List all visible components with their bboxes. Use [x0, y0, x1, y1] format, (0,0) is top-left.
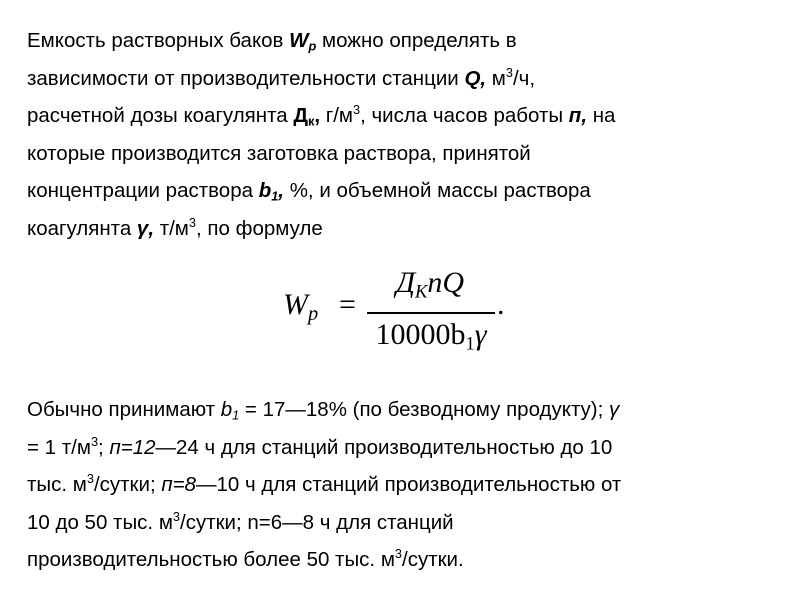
typical-values-paragraph: [27, 391, 787, 579]
variable-w: W: [289, 29, 309, 52]
superscript: 3: [353, 102, 361, 118]
text-run: Обычно принимают: [27, 398, 221, 421]
text-run: т/м: [154, 216, 189, 240]
text-run: расчетной дозы коагулянта: [27, 104, 294, 127]
formula-equals: =: [339, 288, 356, 321]
subscript-1: 1: [232, 407, 240, 423]
text-run: г/м: [320, 104, 354, 127]
text-run: —24 ч для станций производительностью до 10: [155, 435, 613, 459]
variable-gamma: γ,: [136, 216, 155, 240]
text-line: [27, 466, 787, 504]
superscript: 3: [172, 508, 180, 524]
formula-numerator: $Д_КnQ$: [395, 266, 465, 303]
text-line: [27, 172, 787, 210]
text-run: концентрации раствора: [27, 179, 259, 202]
intro-paragraph: [27, 22, 787, 247]
variable-q: Q,: [464, 66, 487, 90]
text-run: , по формуле: [195, 216, 323, 240]
text-run: %, и объемной массы раствора: [284, 179, 591, 202]
formula-period: .: [497, 288, 505, 321]
text-run: коагулянта: [27, 216, 137, 240]
text-run: = 17—18% (по безводному продукту);: [239, 398, 610, 421]
text-run: , числа часов работы: [360, 104, 569, 127]
subscript-p: p: [308, 38, 317, 54]
text-run: ;: [98, 435, 110, 459]
text-run: на: [587, 104, 616, 127]
variable-gamma: γ: [609, 398, 620, 421]
text-run: Емкость растворных баков: [27, 29, 290, 52]
text-run: ,: [278, 179, 284, 202]
variable-dk: Д: [293, 104, 308, 127]
text-line: [27, 210, 787, 248]
text-line: [27, 391, 787, 429]
text-run: м: [486, 66, 506, 90]
text-run: ,: [314, 104, 321, 127]
variable-b1: b: [258, 179, 272, 202]
text-line: [27, 429, 787, 467]
formula: [283, 266, 523, 362]
text-run: производительностью более 50 тыс. м: [27, 548, 395, 571]
text-line: [27, 541, 787, 579]
superscript: 3: [394, 546, 402, 562]
text-run: зависимости от производительности станции: [27, 66, 465, 90]
formula-lhs: $W_p$: [283, 288, 319, 326]
superscript: 3: [505, 64, 513, 80]
formula-denominator: $10000b_1\gamma$: [375, 318, 487, 355]
superscript: 3: [90, 433, 99, 449]
subscript-k: к: [307, 113, 315, 129]
variable-b1: b: [220, 398, 233, 421]
text-run: —10 ч для станций производительностью от: [196, 473, 622, 496]
superscript: 3: [86, 471, 94, 487]
text-line: [27, 22, 787, 60]
variable-n-value: п=12: [109, 435, 156, 459]
subscript-1: 1: [271, 188, 279, 204]
text-run: = 1 т/м: [27, 435, 91, 459]
text-run: тыс. м: [27, 473, 87, 496]
variable-n-value: п=8: [161, 473, 196, 496]
text-line: [27, 97, 787, 135]
text-run: можно определять в: [316, 29, 517, 52]
text-line: [27, 135, 787, 173]
text-run: /сутки;: [93, 473, 162, 496]
text-run: /ч,: [512, 66, 536, 90]
text-line: [27, 60, 787, 98]
text-run: которые производится заготовка раствора, принятой: [27, 141, 531, 165]
fraction-bar: [367, 312, 495, 314]
text-run: /сутки; n=6—8 ч для станций: [180, 510, 454, 534]
text-run: 10 до 50 тыс. м: [27, 510, 173, 534]
variable-n: п,: [568, 104, 588, 127]
text-run: /сутки.: [402, 548, 464, 571]
superscript: 3: [188, 214, 196, 230]
text-line: [27, 504, 787, 542]
